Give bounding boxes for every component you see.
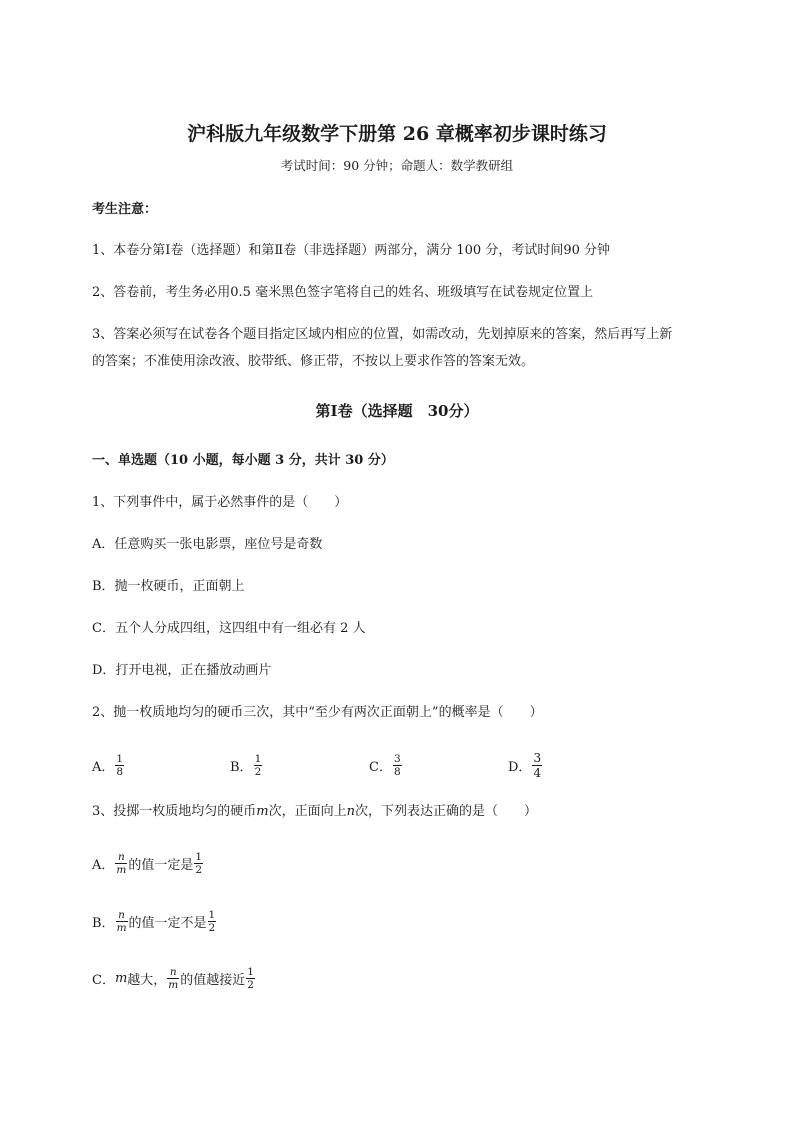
notice-item-3-cont: 的答案；不准使用涂改液、胶带纸、修正带，不按以上要求作答的答案无效。 bbox=[92, 354, 535, 369]
fraction: $\frac{1}{2}$ bbox=[208, 908, 216, 934]
notice-item-3: 3、答案必须写在试卷各个题目指定区域内相应的位置，如需改动，先划掉原来的答案，然后再写上新 bbox=[92, 327, 673, 342]
q1-option-d: D．打开电视，正在播放动画片 bbox=[92, 663, 272, 678]
fraction: $\frac{1}{8}$ bbox=[116, 752, 124, 778]
fraction: $\frac{n}{m}$ bbox=[116, 850, 127, 876]
page-subtitle: 考试时间：90 分钟；命题人：数学教研组 bbox=[280, 158, 514, 173]
q1-option-a: A．任意购买一张电影票，座位号是奇数 bbox=[92, 537, 323, 552]
option-letter: D． bbox=[508, 759, 532, 775]
option-letter: B． bbox=[230, 759, 253, 775]
part-heading: 一、单选题（10 小题，每小题 3 分，共计 30 分） bbox=[92, 453, 394, 468]
fraction: $\frac{1}{2}$ bbox=[254, 752, 262, 778]
fraction: $\frac{1}{2}$ bbox=[247, 965, 254, 991]
option-letter: A． bbox=[92, 759, 115, 775]
notice-item-2: 2、答卷前，考生务必用0.5 毫米黑色签字笔将自己的姓名、班级填写在试卷规定位置上 bbox=[92, 285, 594, 300]
fraction: $\frac{3}{8}$ bbox=[393, 752, 401, 778]
fraction: $\frac{n}{m}$ bbox=[168, 965, 179, 991]
q3-option-b: B． $\frac{n}{m}$ 的值一定不是 $\frac{1}{2}$ bbox=[92, 908, 216, 934]
option-letter: C． bbox=[369, 759, 392, 775]
fraction: $\frac{3}{4}$ bbox=[533, 750, 542, 780]
q1-option-c: C．五个人分成四组，这四组中有一组必有 2 人 bbox=[92, 621, 366, 636]
fraction: $\frac{1}{2}$ bbox=[195, 850, 203, 876]
notice-heading: 考生注意： bbox=[92, 202, 158, 217]
q3-option-a: A． $\frac{n}{m}$ 的值一定是 $\frac{1}{2}$ bbox=[92, 850, 203, 876]
q3-option-c: C． m 越大， $\frac{n}{m}$ 的值越接近 $\frac{1}{2}$ bbox=[92, 965, 254, 991]
q1-stem: 1、下列事件中，属于必然事件的是（ ） bbox=[92, 495, 348, 510]
q2-option-d bbox=[508, 748, 543, 782]
q2-option-b bbox=[230, 748, 263, 782]
q2-option-a bbox=[92, 748, 125, 782]
q2-option-c bbox=[369, 748, 403, 782]
q1-option-b: B．抛一枚硬币，正面朝上 bbox=[92, 579, 245, 594]
fraction: $\frac{n}{m}$ bbox=[116, 908, 127, 934]
notice-item-1: 1、本卷分第Ⅰ卷（选择题）和第Ⅱ卷（非选择题）两部分，满分 100 分，考试时间90 分钟 bbox=[92, 243, 610, 258]
section-title: 第Ⅰ卷（选择题 30分） bbox=[315, 402, 479, 420]
q3-stem: 3、投掷一枚质地均匀的硬币m次，正面向上n次，下列表达正确的是（ ） bbox=[92, 804, 538, 819]
page-title: 沪科版九年级数学下册第 26 章概率初步课时练习 bbox=[187, 123, 607, 145]
q2-stem: 2、抛一枚质地均匀的硬币三次，其中“至少有两次正面朝上”的概率是（ ） bbox=[92, 705, 543, 720]
